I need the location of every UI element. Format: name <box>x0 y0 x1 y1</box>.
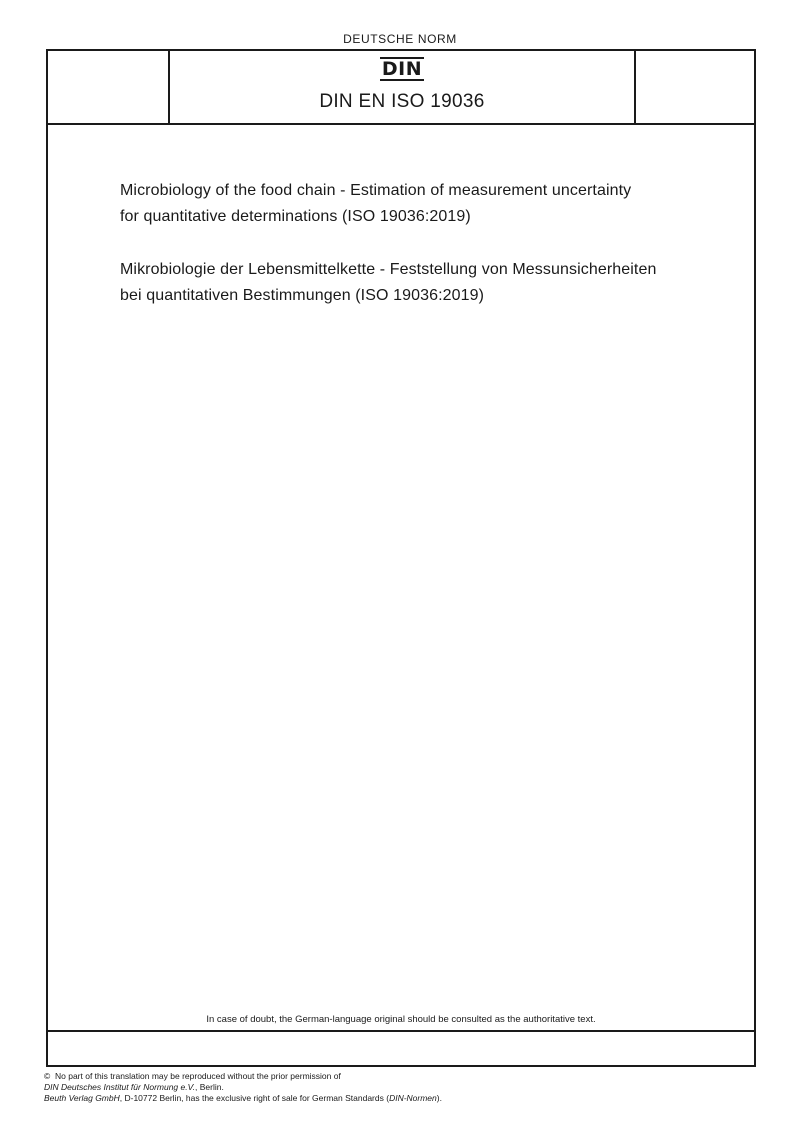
german-title-line: Mikrobiologie der Lebensmittelkette - Feststellung von Messunsicherheiten <box>120 261 657 278</box>
header-cell-left <box>48 51 170 123</box>
english-title <box>120 178 720 230</box>
copyright-line-1 <box>44 1071 744 1082</box>
publisher-rights: , D-10772 Berlin, has the exclusive right of sale for German Standards ( <box>119 1093 390 1103</box>
din-institute-name: DIN Deutsches Institut für Normung e.V. <box>44 1082 196 1092</box>
header-cell-center <box>170 51 636 123</box>
publisher-rights-end: ). <box>436 1093 442 1103</box>
publisher-name: Beuth Verlag GmbH <box>44 1093 120 1103</box>
copyright-line-2 <box>44 1082 744 1093</box>
din-normen-label: DIN-Normen <box>389 1093 437 1103</box>
copyright-line-3 <box>44 1093 744 1104</box>
authoritative-text-notice: In case of doubt, the German-language original should be consulted as the authoritative text. <box>206 1014 596 1025</box>
din-logo <box>170 57 634 81</box>
din-logo-text: DIN <box>381 58 423 80</box>
header-cell-right <box>636 51 754 123</box>
title-block-header <box>48 51 754 125</box>
copyright-notice <box>44 1071 744 1104</box>
copyright-text: No part of this translation may be reproduced without the prior permission of <box>55 1071 341 1081</box>
german-title-line: bei quantitativen Bestimmungen (ISO 19036:2019) <box>120 287 485 304</box>
english-title-line: Microbiology of the food chain - Estimation of measurement uncertainty <box>120 182 632 199</box>
document-number: DIN EN ISO 19036 <box>319 91 485 112</box>
page-frame <box>46 49 756 1067</box>
copyright-city: , Berlin. <box>195 1082 224 1092</box>
copyright-symbol: © <box>44 1071 51 1081</box>
german-title <box>120 257 720 309</box>
english-title-line: for quantitative determinations (ISO 19036:2019) <box>120 208 471 225</box>
header-label: DEUTSCHE NORM <box>343 32 457 46</box>
footer-divider <box>48 1030 754 1032</box>
